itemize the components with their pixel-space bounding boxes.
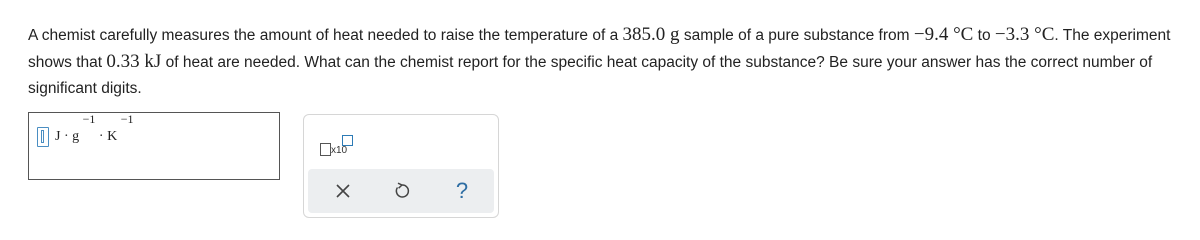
final-temperature: −3.3 °C [994, 24, 1055, 45]
answer-box [28, 112, 280, 180]
undo-icon [393, 182, 411, 200]
clear-button[interactable] [331, 179, 355, 203]
exponent-box-icon [342, 135, 353, 146]
answer-input[interactable] [37, 127, 49, 147]
action-toolbar [308, 169, 494, 213]
unit-gram: g [72, 129, 80, 144]
x10-label: x10 [331, 145, 348, 156]
undo-button[interactable] [390, 179, 414, 203]
unit-joule: J [55, 129, 61, 144]
tool-panel [303, 114, 499, 218]
unit-dot: · [63, 129, 69, 144]
question-part: A chemist carefully measures the amount of heat needed to raise the temperature of a [28, 27, 623, 44]
heat-value: 0.33 kJ [106, 51, 162, 72]
unit-exponent: −1 [82, 112, 96, 126]
question-part: of heat are needed. What can the chemist report for the specific heat capacity of the substance? Be sure your answer has the correct number of significant digits. [28, 54, 1153, 97]
mantissa-box-icon [320, 143, 331, 156]
mass-value: 385.0 g [622, 24, 680, 45]
unit-dot: · [98, 129, 104, 144]
help-button[interactable]: ? [455, 178, 469, 203]
question-part: to [973, 27, 995, 44]
close-icon [336, 184, 350, 198]
initial-temperature: −9.4 °C [913, 24, 974, 45]
unit-kelvin: K [107, 129, 118, 144]
question-text [28, 22, 1178, 102]
scientific-notation-button[interactable] [316, 135, 356, 161]
question-part: . The experiment shows that [28, 27, 1171, 71]
unit-exponent: −1 [120, 112, 134, 126]
answer-units [55, 112, 134, 144]
question-part: sample of a pure substance from [679, 27, 914, 44]
